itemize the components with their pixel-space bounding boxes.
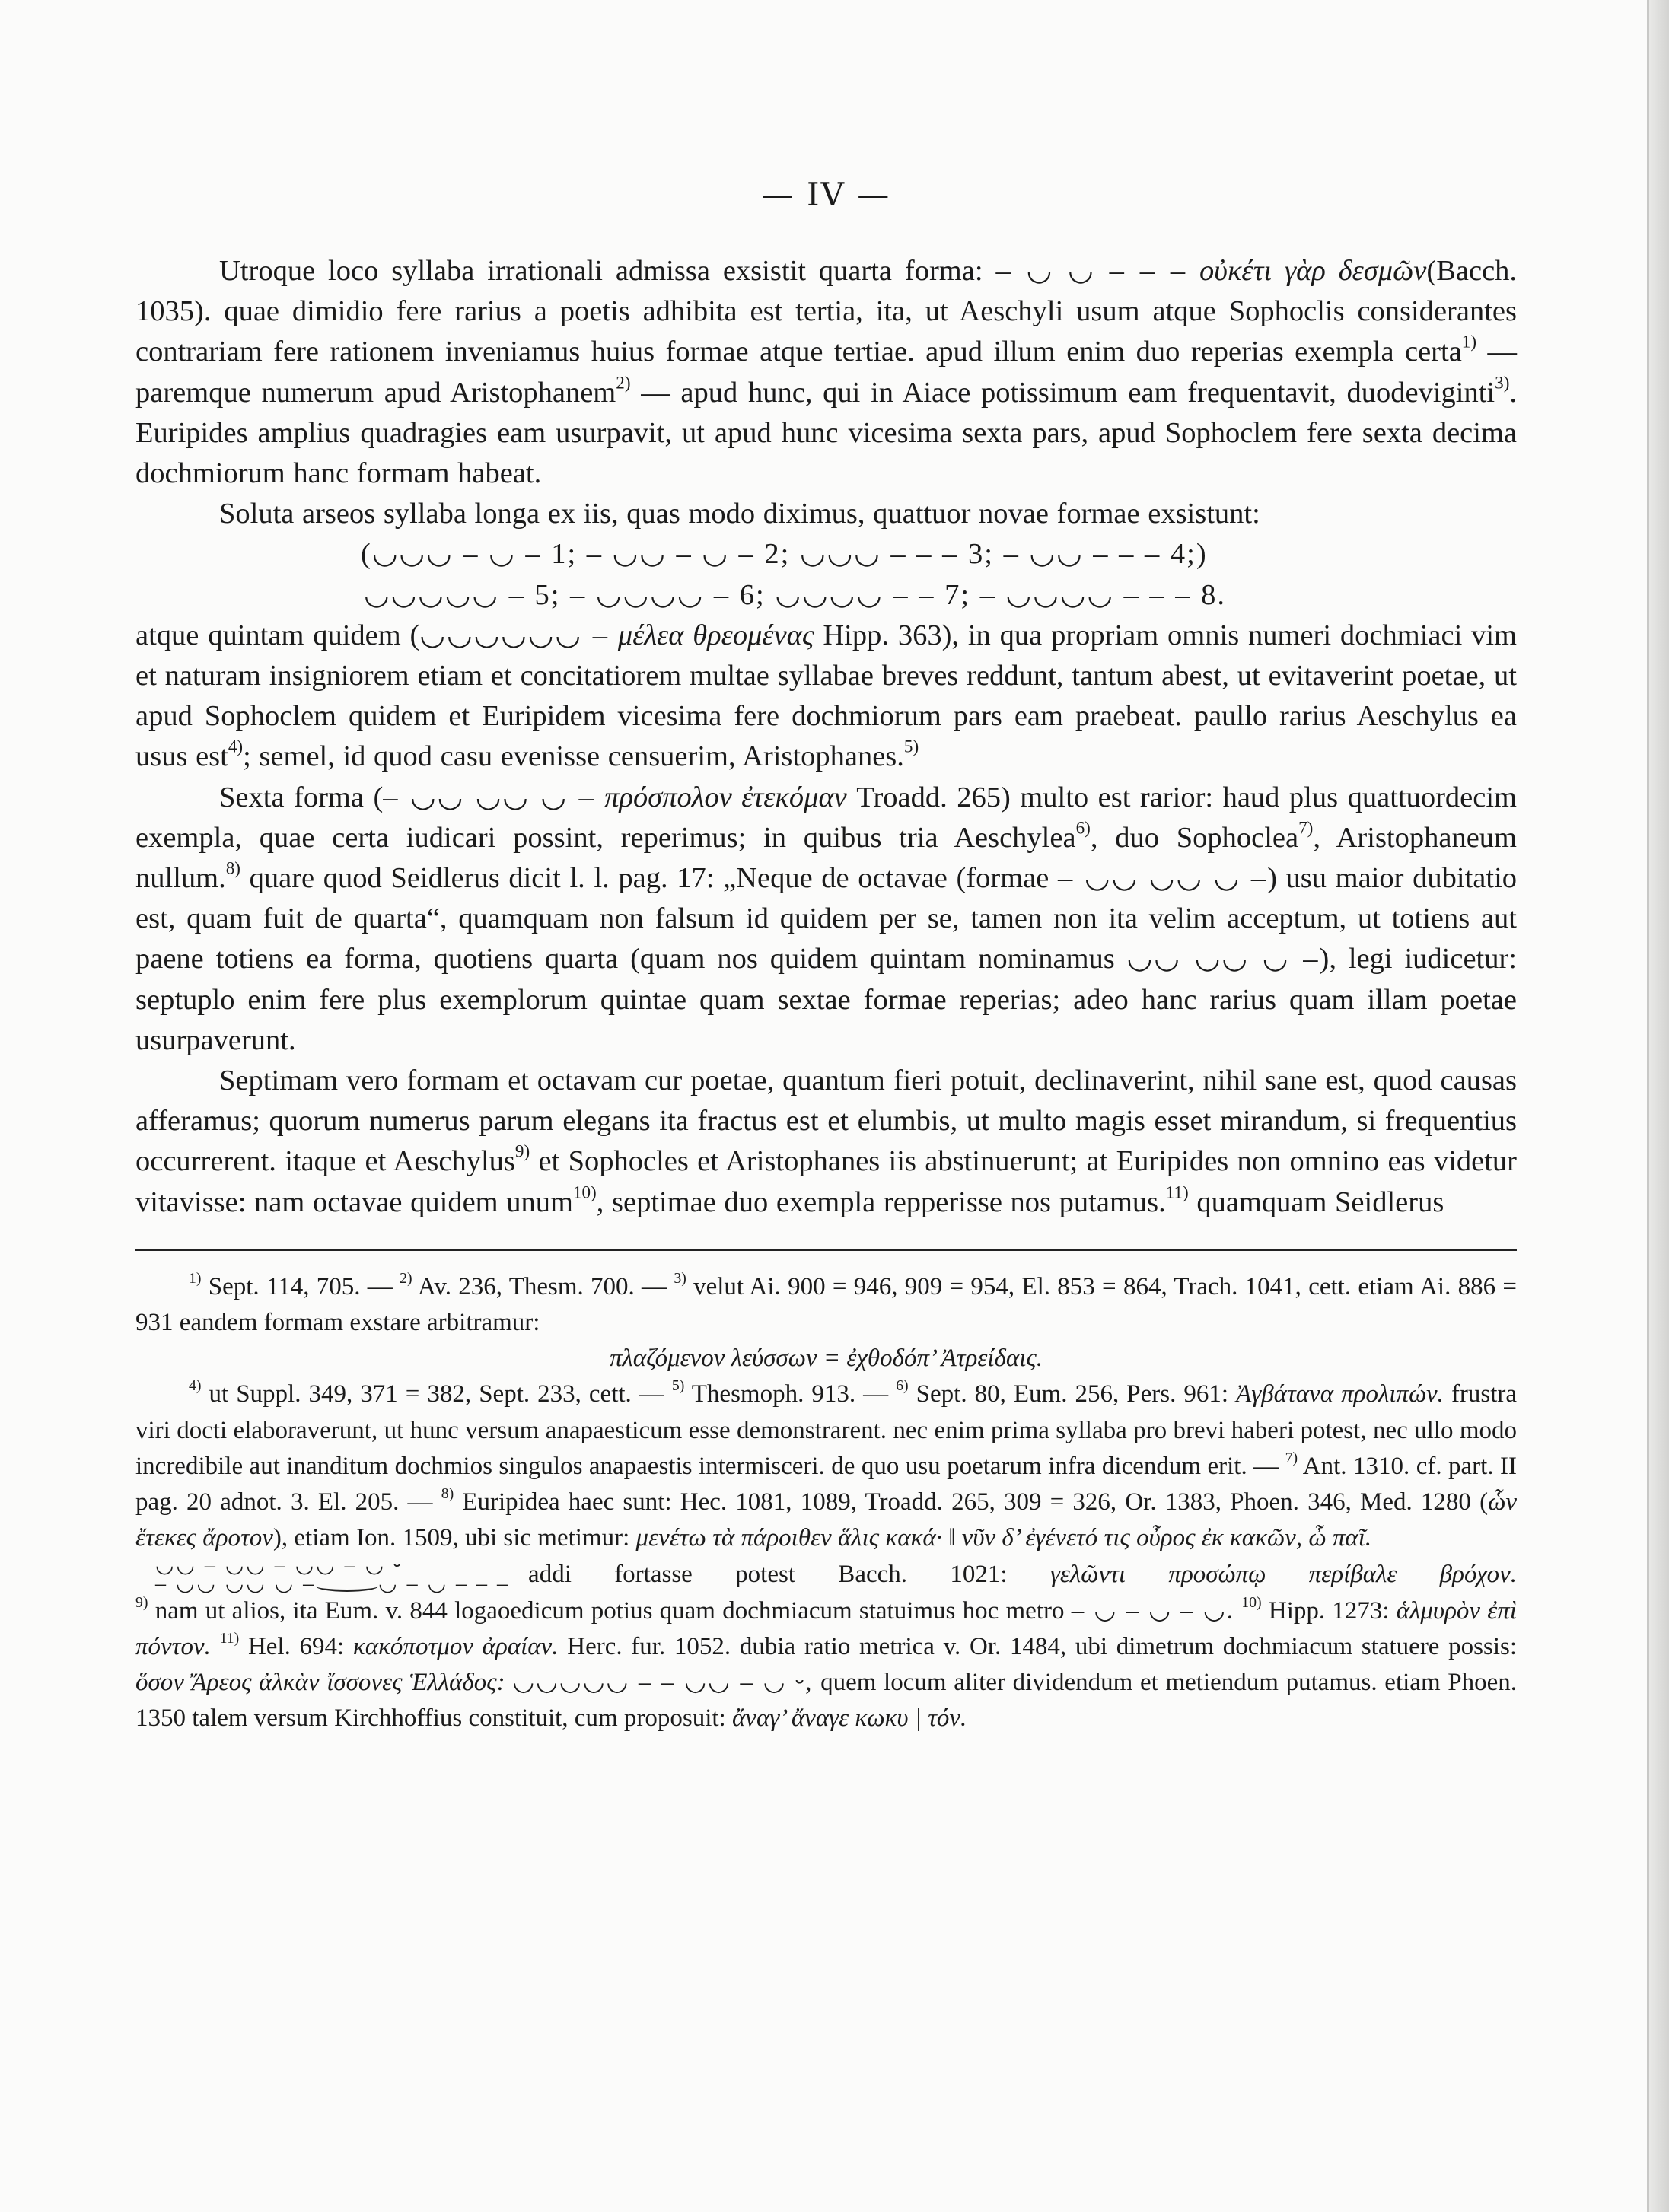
footnote-ref[interactable]: 8) xyxy=(225,858,240,878)
text: ) usu maior dubitatio est, quam fuit de quarta“, quamquam non falsum id quidem per se, tamen non ita velim acceptum, ut totiens aut paene totiens ea forma, quotiens quarta (quam nos quidem quintam nominamus xyxy=(135,862,1518,976)
footnote-ref[interactable]: 5) xyxy=(903,737,919,757)
text: Utroque loco syllaba irrationali admissa exsistit quarta forma: xyxy=(219,255,983,287)
footnote-ref[interactable]: 7) xyxy=(1298,817,1314,838)
text: , Aristophaneum nullum. xyxy=(135,821,1518,895)
greek-quote: ὅσον Ἄρεος ἀλκὰν ἴσσονες Ἑλλάδος: xyxy=(135,1668,505,1696)
text: (Bacch. 1035). quae dimidio fere rarius a poetis adhibita est tertia, ita, ut Aeschyli usum atque Sophoclis considerantes contrariam fere rationem inveniamus huius formae atque tertiae. apud illum enim duo reperias exempla certa xyxy=(135,255,1518,368)
footnote-text: nam ut alios, ita Eum. v. 844 logaoedicum potius quam dochmiacum statuimus hoc metro xyxy=(154,1596,1065,1625)
greek-quote: πλαζόμενον λεύσσων = ἐχθοδόπ’ Ἀτρείδαις. xyxy=(609,1345,1043,1373)
footnote-ref[interactable]: 4) xyxy=(228,737,244,757)
brace-mark xyxy=(316,1580,378,1592)
greek-quote: γελῶντι προσώπῳ περίβαλε βρόχον. xyxy=(1049,1561,1518,1589)
footnote-meter-scheme xyxy=(135,1553,1518,1596)
footnote-text: Sept. 114, 705. — xyxy=(208,1272,393,1300)
footnote-text: Hipp. 1273: xyxy=(1268,1596,1390,1625)
main-text xyxy=(135,251,1517,1223)
greek-quote: μενέτω τὰ πάροιθεν ἅλις κακά· ‖ νῦν δ’ ἐγένετό τις οὖρος ἐκ κακῶν, ὦ παῖ. xyxy=(635,1524,1372,1552)
footnote-text: Hel. 694: xyxy=(247,1632,345,1660)
greek-quote: ὧν ἔτεκες ἄροτον xyxy=(135,1488,1518,1552)
footnote-mark: 8) xyxy=(441,1485,454,1503)
page-number: — IV — xyxy=(761,176,891,213)
paragraph-4 xyxy=(135,1061,1517,1223)
text: Soluta arseos syllaba longa ex iis, quas modo diximus, quattuor novae formae exsistunt: xyxy=(219,498,1260,530)
footnote-mark: 9) xyxy=(135,1593,148,1611)
greek-quote: ἄναγ’ ἄναγε κωκυ | τόν. xyxy=(731,1704,967,1733)
meter-notation: (◡◡◡ – ◡ – 1; – ◡◡ – ◡ – 2; ◡◡◡ – – – 3; – ◡◡ – – – 4;) xyxy=(361,538,1208,571)
footnote-mark: 3) xyxy=(674,1270,686,1287)
footnote-ref[interactable]: 10) xyxy=(572,1182,597,1202)
footnote-divider xyxy=(135,1249,1517,1251)
footnote-group-3 xyxy=(135,1593,1517,1737)
footnote-mark: 5) xyxy=(671,1377,685,1395)
meter-notation: – ◡◡ ◡◡ ◡ – xyxy=(383,781,595,813)
footnote-text: addi fortasse potest Bacch. 1021: xyxy=(528,1561,1008,1589)
text: et Sophocles et Aristophanes iis abstinuerunt; at Euripides non omnino eas videtur vitavisse: nam octavae quidem unum xyxy=(135,1145,1517,1218)
text: quamquam Seidlerus xyxy=(1196,1186,1444,1218)
footnote-text: ut Suppl. 349, 371 = 382, Sept. 233, cett. — xyxy=(209,1380,664,1408)
text: Septimam vero formam et octavam cur poetae, quantum fieri potuit, declinaverint, nihil sane est, quod causas afferamus; quorum numerus parum elegans ita fractus est et elumbis, ut multo magis esset mirandum, si frequentius occurrerent. itaque et Aeschylus xyxy=(135,1065,1517,1178)
formula-line-1 xyxy=(135,534,1517,574)
greek-quote: μέλεα θρεομένας xyxy=(617,619,814,651)
meter-scheme xyxy=(135,1553,528,1596)
text: — apud hunc, qui in Aiace potissimum eam frequentavit, duodeviginti xyxy=(641,376,1495,409)
text: . Euripides amplius quadragies eam usurpavit, ut apud hunc vicesima sexta pars, apud Sophoclem fere sexta decima dochmiorum hanc formam habeat. xyxy=(135,376,1518,490)
paragraph-2 xyxy=(135,494,1517,534)
text: Troadd. 265) multo est rarior: haud plus quattuordecim exempla, quae certa iudicari possint, reperimus; in quibus tria Aeschylea xyxy=(135,781,1517,854)
meter-notation: ◡ – ◡ – – – xyxy=(378,1571,511,1596)
paragraph-2-cont xyxy=(135,616,1517,778)
footnote-ref[interactable]: 9) xyxy=(514,1141,530,1162)
footnote-text: Ant. 1310. cf. part. II pag. 20 adnot. 3. El. 205. — xyxy=(135,1452,1518,1517)
greek-quote: ἁλμυρὸν ἐπὶ πόντον. xyxy=(135,1596,1517,1660)
footnote-mark: 10) xyxy=(1241,1593,1262,1611)
meter-notation: – ◡ ◡ – – – xyxy=(995,255,1187,287)
footnote-mark: 7) xyxy=(1285,1450,1298,1467)
text: Hipp. 363), in qua propriam omnis numeri dochmiaci vim et naturam insigniorem etiam et concitatiorem multae syllabae breves reddunt, tantum abest, ut evitaverint poetae, ut apud Sophoclem quidem et Euripidem vicesima fere dochmiorum pars eam praebeat. paullo rarius Aeschylus ea usus est xyxy=(135,619,1518,773)
text: atque quintam quidem ( xyxy=(135,619,420,651)
footnote-ref[interactable]: 2) xyxy=(616,372,631,393)
text: ; semel, id quod casu evenisse censuerim, Aristophanes. xyxy=(243,740,904,773)
footnote-text: Thesmoph. 913. — xyxy=(691,1380,889,1408)
text: , septimae duo exempla repperisse nos putamus. xyxy=(596,1186,1166,1218)
paragraph-3 xyxy=(135,778,1517,1061)
greek-quote: πρόσπολον ἐτεκόμαν xyxy=(604,781,847,813)
meter-notation: ◡◡ – ◡◡ – ◡◡ – ◡ ⏑ xyxy=(155,1553,403,1577)
footnotes xyxy=(135,1269,1517,1736)
footnote-mark: 4) xyxy=(189,1377,202,1395)
text: , duo Sophoclea xyxy=(1090,821,1299,854)
footnote-text: Euripidea haec sunt: Hec. 1081, 1089, Troadd. 265, 309 = 326, Or. 1383, Phoen. 346, Med. 1280 ( xyxy=(462,1488,1489,1517)
footnote-group-1 xyxy=(135,1269,1517,1341)
footnote-text: Av. 236, Thesm. 700. — xyxy=(418,1272,667,1300)
meter-notation: – ◡ – ◡ – ◡. xyxy=(1071,1596,1235,1625)
greek-quote: Ἀγβάτανα προλιπών. xyxy=(1236,1380,1444,1408)
text: quare quod Seidlerus dicit l. l. pag. 17: „Neque de octavae (formae xyxy=(249,862,1049,895)
footnote-mark: 1) xyxy=(189,1270,202,1287)
footnote-text: Sept. 80, Eum. 256, Pers. 961: xyxy=(916,1380,1229,1408)
footnote-text: Herc. fur. 1052. dubia ratio metrica v. Or. 1484, ubi dimetrum dochmiacum statuere possis: xyxy=(567,1632,1518,1660)
footnote-mark: 11) xyxy=(219,1629,240,1647)
text: Sexta forma ( xyxy=(219,781,384,813)
footnote-text: ), etiam Ion. 1509, ubi sic metimur: xyxy=(272,1524,630,1552)
footnote-text: quem locum aliter dividendum et metiendum putamus. etiam Phoen. 1350 talem versum Kirchhoffius constituit, cum proposuit: xyxy=(135,1668,1518,1733)
footnote-text-row xyxy=(528,1557,1517,1593)
formula-line-2 xyxy=(135,575,1517,616)
footnote-mark: 2) xyxy=(400,1270,412,1287)
footnote-mark: 6) xyxy=(896,1377,909,1395)
footnote-ref[interactable]: 6) xyxy=(1075,817,1091,838)
footnote-ref[interactable]: 3) xyxy=(1495,372,1510,393)
meter-notation: ◡◡◡◡◡◡ – xyxy=(419,619,610,651)
page-edge xyxy=(1649,0,1669,2212)
footnote-greek-line xyxy=(135,1341,1517,1377)
meter-notation: ◡◡◡◡◡ – 5; – ◡◡◡◡ – 6; ◡◡◡◡ – – 7; – ◡◡◡◡ – – – 8. xyxy=(364,578,1227,611)
paragraph-1 xyxy=(135,251,1517,494)
greek-quote: κακόποτμον ἀραίαν. xyxy=(352,1632,559,1660)
footnote-group-2 xyxy=(135,1377,1517,1556)
greek-quote: οὐκέτι γὰρ δεσμῶν xyxy=(1199,255,1427,287)
page xyxy=(135,175,1517,1736)
text: — paremque numerum apud Aristophanem xyxy=(135,336,1518,409)
meter-notation: ◡◡◡◡◡ – – ◡◡ – ◡ ⏑, xyxy=(512,1668,814,1696)
text: ), legi iudicetur: septuplo enim fere plus exemplorum quintae quam sextae formae reperias; adeo hanc rarius quam illam poetae usurpaverunt. xyxy=(135,943,1518,1056)
meter-notation: ◡◡ ◡◡ ◡ – xyxy=(1126,943,1320,976)
footnote-ref[interactable]: 11) xyxy=(1165,1182,1189,1202)
footnote-ref[interactable]: 1) xyxy=(1461,332,1477,352)
footnote-text: velut Ai. 900 = 946, 909 = 954, El. 853 = 864, Trach. 1041, cett. etiam Ai. 886 = 931 eandem formam exstare arbitramur: xyxy=(135,1272,1518,1337)
footnote-text: frustra viri docti elaboraverunt, ut hunc versum anapaesticum esse demonstrarent. nec enim prima syllaba pro brevi haberi potest, nec ullo modo incredibile aut inanditum dochmios singulos anapaestis intermisceri. de quo usu poetarum infra dicendum erit. — xyxy=(135,1380,1518,1480)
meter-notation: – ◡◡ ◡◡ ◡ – xyxy=(1058,862,1268,895)
meter-notation: – ◡◡ ◡◡ ◡ – xyxy=(155,1571,317,1596)
